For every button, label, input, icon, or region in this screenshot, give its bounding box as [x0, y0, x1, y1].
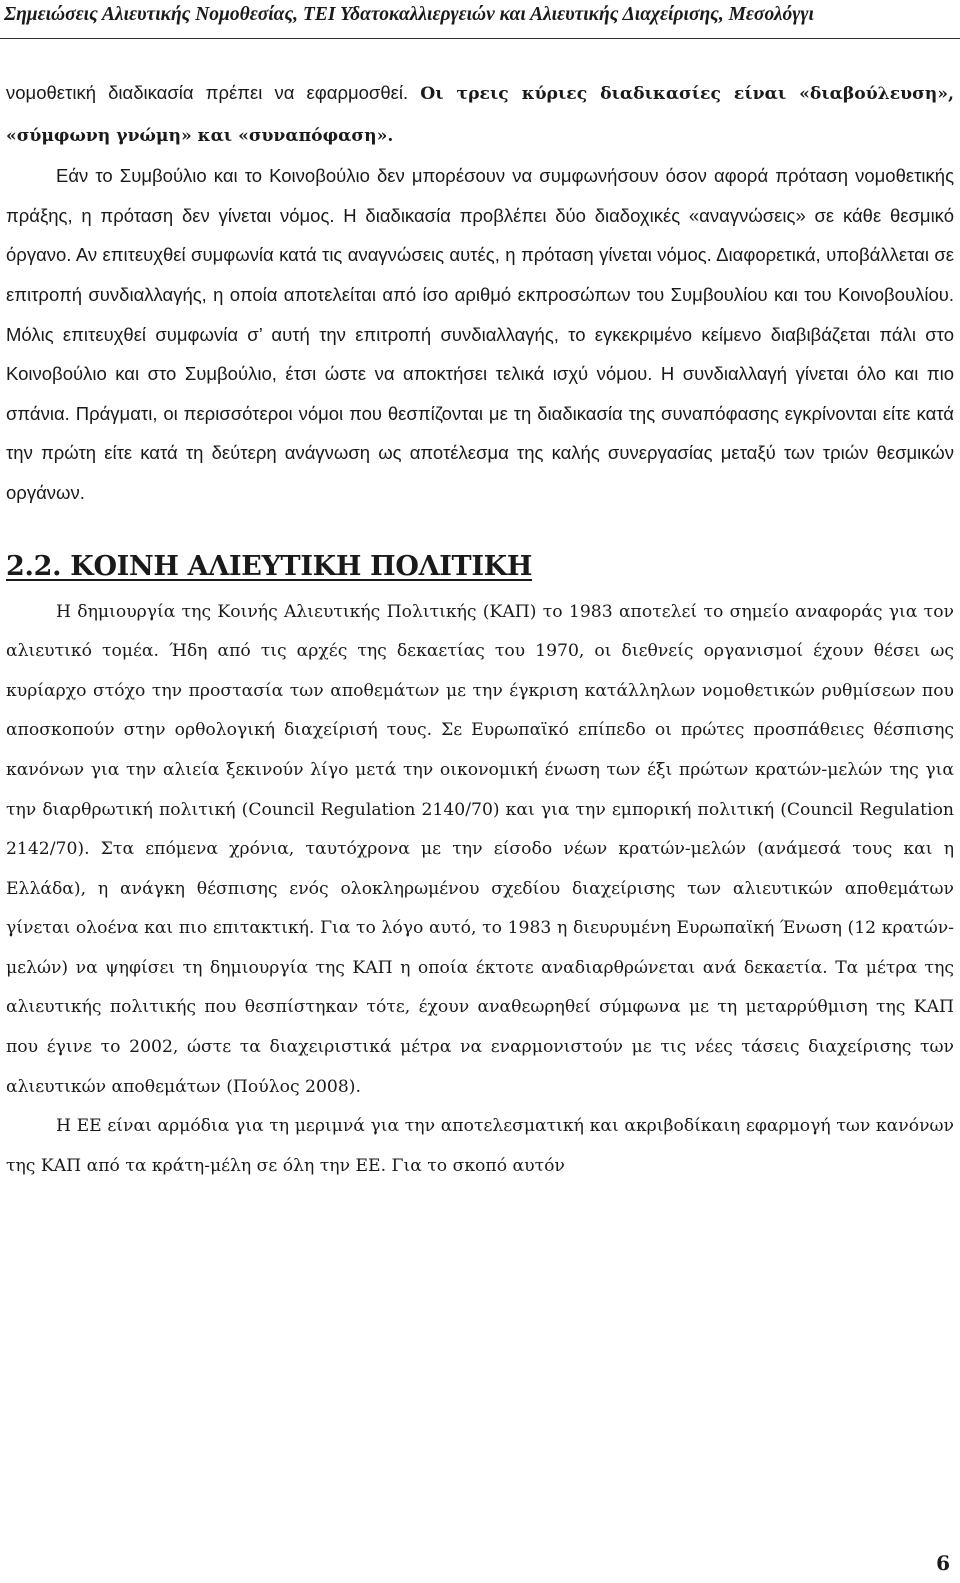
paragraph-text: νομοθετική διαδικασία πρέπει να εφαρμοσθεί. [6, 82, 421, 103]
paragraph-continuation [6, 73, 954, 156]
paragraph-cfp-history: Η δημιουργία της Κοινής Αλιευτικής Πολιτικής (ΚΑΠ) το 1983 αποτελεί το σημείο αναφοράς για τον αλιευτικό τομέα. Ήδη από τις αρχές της δεκαετίας του 1970, οι διεθνείς οργανισμοί έχουν θέσει ως κυρίαρχο στόχο την προστασία των αποθεμάτων με την έγκριση κατάλληλων νομοθετικών ρυθμίσεων που αποσκοπούν στην ορθολογική διαχείρισή τους. Σε Ευρωπαϊκό επίπεδο οι πρώτες προσπάθειες θέσπισης κανόνων για την αλιεία ξεκινούν λίγο μετά την οικονομική ένωση των έξι πρώτων κρατών-μελών της για την διαρθρωτική πολιτική (Council Regulation 2140/70) και για την εμπορική πολιτική (Council Regulation 2142/70). Στα επόμενα χρόνια, ταυτόχρονα με την είσοδο νέων κρατών-μελών (ανάμεσά τους και η Ελλάδα), η ανάγκη θέσπισης ενός ολοκληρωμένου σχεδίου διαχείρισης των αλιευτικών αποθεμάτων γίνεται ολοένα και πιο επιτακτική. Για το λόγο αυτό, το 1983 η διευρυμένη Ευρωπαϊκή Ένωση (12 κρατών-μελών) να ψηφίσει τη δημιουργία της ΚΑΠ η οποία έκτοτε αναδιαρθρώνεται ανά δεκαετία. Τα μέτρα της αλιευτικής πολιτικής που θεσπίστηκαν τότε, έχουν αναθεωρηθεί σύμφωνα με τη μεταρρύθμιση της ΚΑΠ που έγινε το 2002, ώστε τα διαχειριστικά μέτρα να εναρμονιστούν με τις νέες τάσεις διαχείρισης των αλιευτικών αποθεμάτων (Πούλος 2008). [6, 601, 954, 1097]
page-number: 6 [936, 1551, 950, 1575]
paragraph-eu-role: Η ΕΕ είναι αρμόδια για τη μεριμνά για την αποτελεσματική και ακριβοδίκαιη εφαρμογή των κανόνων της ΚΑΠ από τα κράτη-μέλη σε όλη την ΕΕ. Για το σκοπό αυτόν [6, 1116, 954, 1176]
bold-statement: Οι τρεις κύριες διαδικασίες είναι «διαβούλευση», «σύμφωνη γνώμη» και «συναπόφαση». [6, 84, 954, 146]
body-text [6, 73, 954, 1186]
header-divider [0, 38, 960, 39]
paragraph-codecision: Εάν το Συμβούλιο και το Κοινοβούλιο δεν μπορέσουν να συμφωνήσουν όσον αφορά πρόταση νομοθετικής πράξης, η πρόταση δεν γίνεται νόμος. Η διαδικασία προβλέπει δύο διαδοχικές «αναγνώσεις» σε κάθε θεσμικό όργανο. Αν επιτευχθεί συμφωνία κατά τις αναγνώσεις αυτές, η πρόταση γίνεται νόμος. Διαφορετικά, υποβάλλεται σε επιτροπή συνδιαλλαγής, η οποία αποτελείται από ίσο αριθμό εκπροσώπων του Συμβουλίου και του Κοινοβουλίου. Μόλις επιτευχθεί συμφωνία σ’ αυτή την επιτροπή συνδιαλλαγής, το εγκεκριμένο κείμενο διαβιβάζεται πάλι στο Κοινοβούλιο και στο Συμβούλιο, έτσι ώστε να αποκτήσει τελικά ισχύ νόμου. Η συνδιαλλαγή γίνεται όλο και πιο σπάνια. Πράγματι, οι περισσότεροι νόμοι που θεσπίζονται με τη διαδικασία της συναπόφασης εγκρίνονται είτε κατά την πρώτη είτε κατά τη δεύτερη ανάγνωση ως αποτέλεσμα της καλής συνεργασίας μεταξύ των τριών θεσμικών οργάνων. [6, 165, 954, 503]
running-header: Σημειώσεις Αλιευτικής Νομοθεσίας, ΤΕΙ Υδατοκαλλιεργειών και Αλιευτικής Διαχείρισης, Μεσολόγγι [4, 4, 814, 25]
section-heading: 2.2. ΚΟΙΝΗ ΑΛΙΕΥΤΙΚΗ ΠΟΛΙΤΙΚΗ [6, 550, 533, 582]
